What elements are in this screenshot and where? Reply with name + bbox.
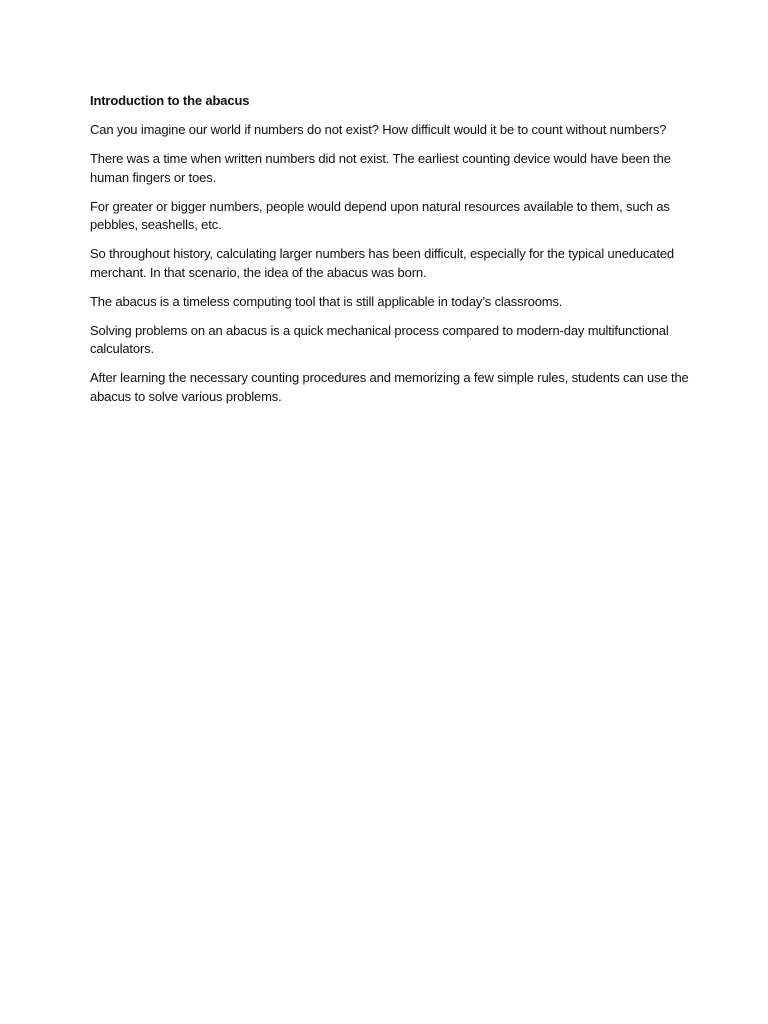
paragraph-1: Can you imagine our world if numbers do not exist? How difficult would it be to count without numbers? — [90, 122, 667, 137]
paragraph-2: There was a time when written numbers did not exist. The earliest counting device would have been the human fingers or toes. — [90, 151, 671, 185]
document-body — [90, 92, 690, 417]
paragraph-6: Solving problems on an abacus is a quick mechanical process compared to modern-day multifunctional calculators. — [90, 322, 669, 356]
paragraph-7: After learning the necessary counting procedures and memorizing a few simple rules, students can use the abacus to solve various problems. — [90, 370, 689, 404]
paragraph-3: For greater or bigger numbers, people would depend upon natural resources available to them, such as pebbles, seashells, etc. — [90, 198, 670, 232]
document-title: Introduction to the abacus — [90, 93, 250, 108]
paragraph-5: The abacus is a timeless computing tool that is still applicable in today’s classrooms. — [90, 293, 563, 309]
paragraph-4: So throughout history, calculating larger numbers has been difficult, especially for the typical uneducated merchant. In that scenario, the idea of the abacus was born. — [90, 246, 674, 280]
